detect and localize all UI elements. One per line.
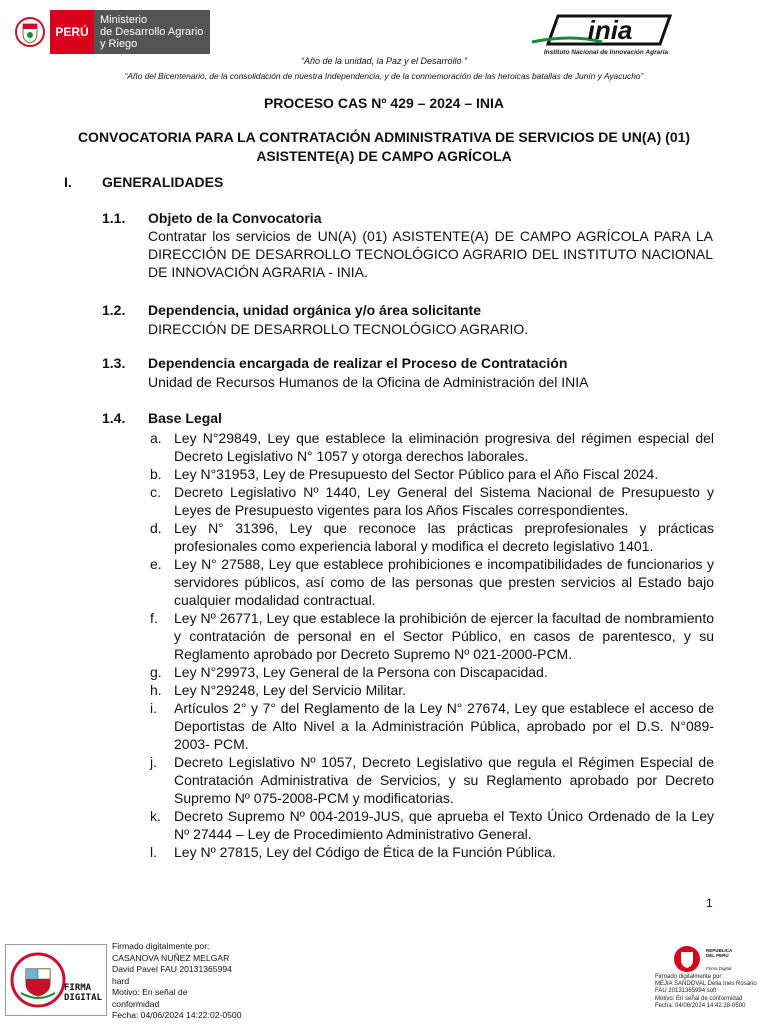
list-item: f. Ley Nº 26771, Ley que establece la prohibición de ejercer la facultad de nombramiento y contratación de personal en el Sector Público, en casos de parentesco, y su Reglamento aprobado por Decreto Supremo Nº 021-2000-PCM. [150,610,714,662]
section-number: I. [64,174,72,190]
subsection-number: 1.4. [102,410,126,426]
subsection-text: Contratar los servicios de UN(A) (01) ASISTENTE(A) DE CAMPO AGRÍCOLA PARA LA DIRECCIÓN DE DESARROLLO TECNOLÓGICO AGRARIO DEL INSTITUTO NACIONAL DE INNOVACIÓN AGRARIA - INIA. [148,228,713,280]
list-item: i. Artículos 2° y 7° del Reglamento de la Ley N° 27674, Ley que establece el acceso de Deportistas de Alto Nivel a la Administración Pública, aprobado por el D.S. N°089-2003- PCM. [150,700,714,752]
list-item: a. Ley N°29849, Ley que establece la eliminación progresiva del régimen especial del Decreto Legislativo N° 1057 y otorga derechos laborales. [150,430,714,464]
subsection-text: DIRECCIÓN DE DESARROLLO TECNOLÓGICO AGRARIO. [148,321,529,337]
call-title: CONVOCATORIA PARA LA CONTRATACIÓN ADMINISTRATIVA DE SERVICIOS DE UN(A) (01) ASISTENTE(A) DE CAMPO AGRÍCOLA [77,129,691,164]
left-signature-details: Firmado digitalmente por: CASANOVA NUÑEZ MELGAR David Pavel FAU 20131365994 hard Motivo: En señal de conformidad Fecha: 04/06/2024 14:22:02-0500 [112,941,242,1020]
right-signature-logo [672,944,732,974]
subsection-heading: Dependencia, unidad orgánica y/o área solicitante [148,302,481,318]
list-item: d. Ley N° 31396, Ley que reconoce las prácticas preprofesionales y prácticas profesionales como experiencia laboral y modifica el decreto legislativo 1401. [150,520,714,554]
right-signature-details: Firmado digitalmente por: MEJIA SANDOVAL Delia Ines Rosario FAU 20131365994 soft Motivo: En señal de conformidad Fecha: 04/06/2024 14:42:28-0500 [655,974,757,1009]
peru-shield-icon [672,944,702,974]
ministry-name: Ministerio de Desarrollo Agrario y Riego [94,10,210,54]
page-number: 1 [706,896,713,910]
motto-line-1: “Año de la unidad, la Paz y el Desarrollo ” [300,56,468,66]
subsection-heading: Objeto de la Convocatoria [148,210,322,226]
subsection-text: Unidad de Recursos Humanos de la Oficina de Administración del INIA [148,374,589,390]
list-item: l. Ley Nº 27815, Ley del Código de Ética de la Función Pública. [150,844,556,860]
section-title: GENERALIDADES [102,174,224,190]
firma-digital-caption: Firma Digital [706,966,732,971]
inia-logo-icon [528,12,684,50]
peru-label: PERÚ [50,10,94,54]
list-item: j. Decreto Legislativo Nº 1057, Decreto Legislativo que regula el Régimen Especial de Contratación Administrativa de Servicios, y su Reglamento aprobado por Decreto Supremo Nº 075-2008-PCM y modificatorias. [150,754,714,806]
inia-logo-text: inia [587,15,633,45]
legal-basis-list [148,429,714,861]
firma-digital-label: FIRMA DIGITAL [64,983,102,1003]
subsection-heading: Base Legal [148,410,222,426]
digital-signature-stamp [5,944,107,1016]
list-item: h. Ley N°29248, Ley del Servicio Militar. [150,682,407,698]
list-item: k. Decreto Supremo Nº 004-2019-JUS, que aprueba el Texto Único Ordenado de la Ley Nº 27444 – Ley de Procedimiento Administrativo General. [150,808,714,842]
list-item: c. Decreto Legislativo Nº 1440, Ley General del Sistema Nacional de Presupuesto y Leyes de Presupuesto vigentes para los Años Fiscales correspondientes. [150,484,714,518]
process-title: PROCESO CAS Nº 429 – 2024 – INIA [263,95,505,111]
republic-label: REPÚBLICA DEL PERÚ [706,948,733,958]
peru-coat-of-arms-icon [9,949,67,1011]
list-item: e. Ley N° 27588, Ley que establece prohibiciones e incompatibilidades de funcionarios y servidores públicos, así como de las personas que presten servicios al Estado bajo cualquier modalidad contractual. [150,556,714,608]
peru-shield-icon [10,10,50,54]
subsection-number: 1.2. [102,302,126,318]
subsection-heading: Dependencia encargada de realizar el Proceso de Contratación [148,355,568,371]
ministry-logo [10,10,210,54]
list-item: b. Ley N°31953, Ley de Presupuesto del Sector Público para el Año Fiscal 2024. [150,466,659,482]
list-item: g. Ley N°29973, Ley General de la Persona con Discapacidad. [150,664,548,680]
subsection-number: 1.1. [102,210,126,226]
inia-logo [528,12,684,58]
subsection-number: 1.3. [102,355,126,371]
inia-subtitle: Instituto Nacional de Innovación Agraria [543,49,669,56]
motto-line-2: “Año del Bicentenario, de la consolidación de nuestra Independencia, y de la conmemoración de las heroicas batallas de Junín y Ayacucho” [124,71,644,81]
